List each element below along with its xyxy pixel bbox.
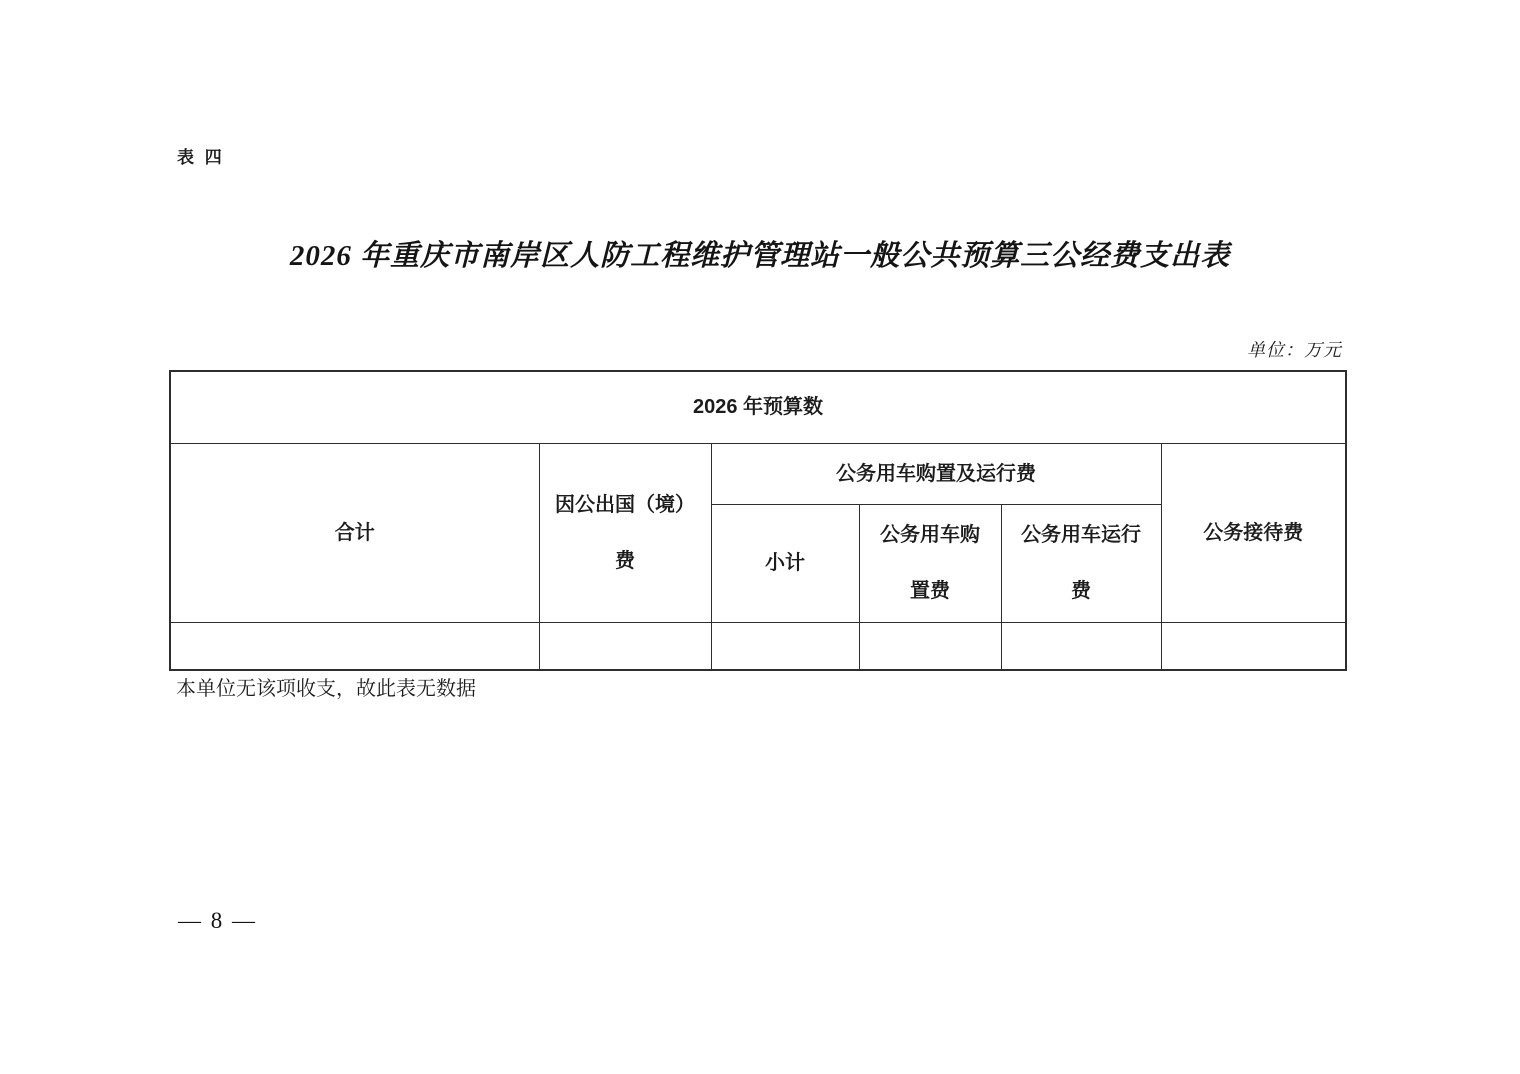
header-cell-total: 合计 [170,443,539,622]
data-cell-reception [1161,622,1346,670]
page-number: — 8 — [178,908,257,933]
header-cell-vehicle-purchase: 公务用车购置费 [859,504,1001,622]
no-data-note: 本单位无该项收支，故此表无数据 [176,678,476,700]
page-title: 2026 年重庆市南岸区人防工程维护管理站一般公共预算三公经费支出表 [289,240,1231,272]
data-cell-abroad [539,622,711,670]
budget-table [169,370,1347,671]
table-row-data [170,622,1346,670]
header-cell-vehicle-subtotal: 小计 [711,504,859,622]
header-cell-vehicle-group: 公务用车购置及运行费 [711,443,1161,504]
table-number-label: 表 四 [177,148,225,167]
data-cell-vehicle-operation [1001,622,1161,670]
data-cell-vehicle-subtotal [711,622,859,670]
unit-note: 单位：万元 [1247,340,1342,360]
header-cell-vehicle-operation: 公务用车运行费 [1001,504,1161,622]
header-cell-reception: 公务接待费 [1161,443,1346,622]
table-row-group-header [170,443,1346,504]
header-cell-abroad: 因公出国（境）费 [539,443,711,622]
year-header-cell: 2026 年预算数 [170,371,1346,443]
data-cell-total [170,622,539,670]
data-cell-vehicle-purchase [859,622,1001,670]
table-row-year-header [170,371,1346,443]
